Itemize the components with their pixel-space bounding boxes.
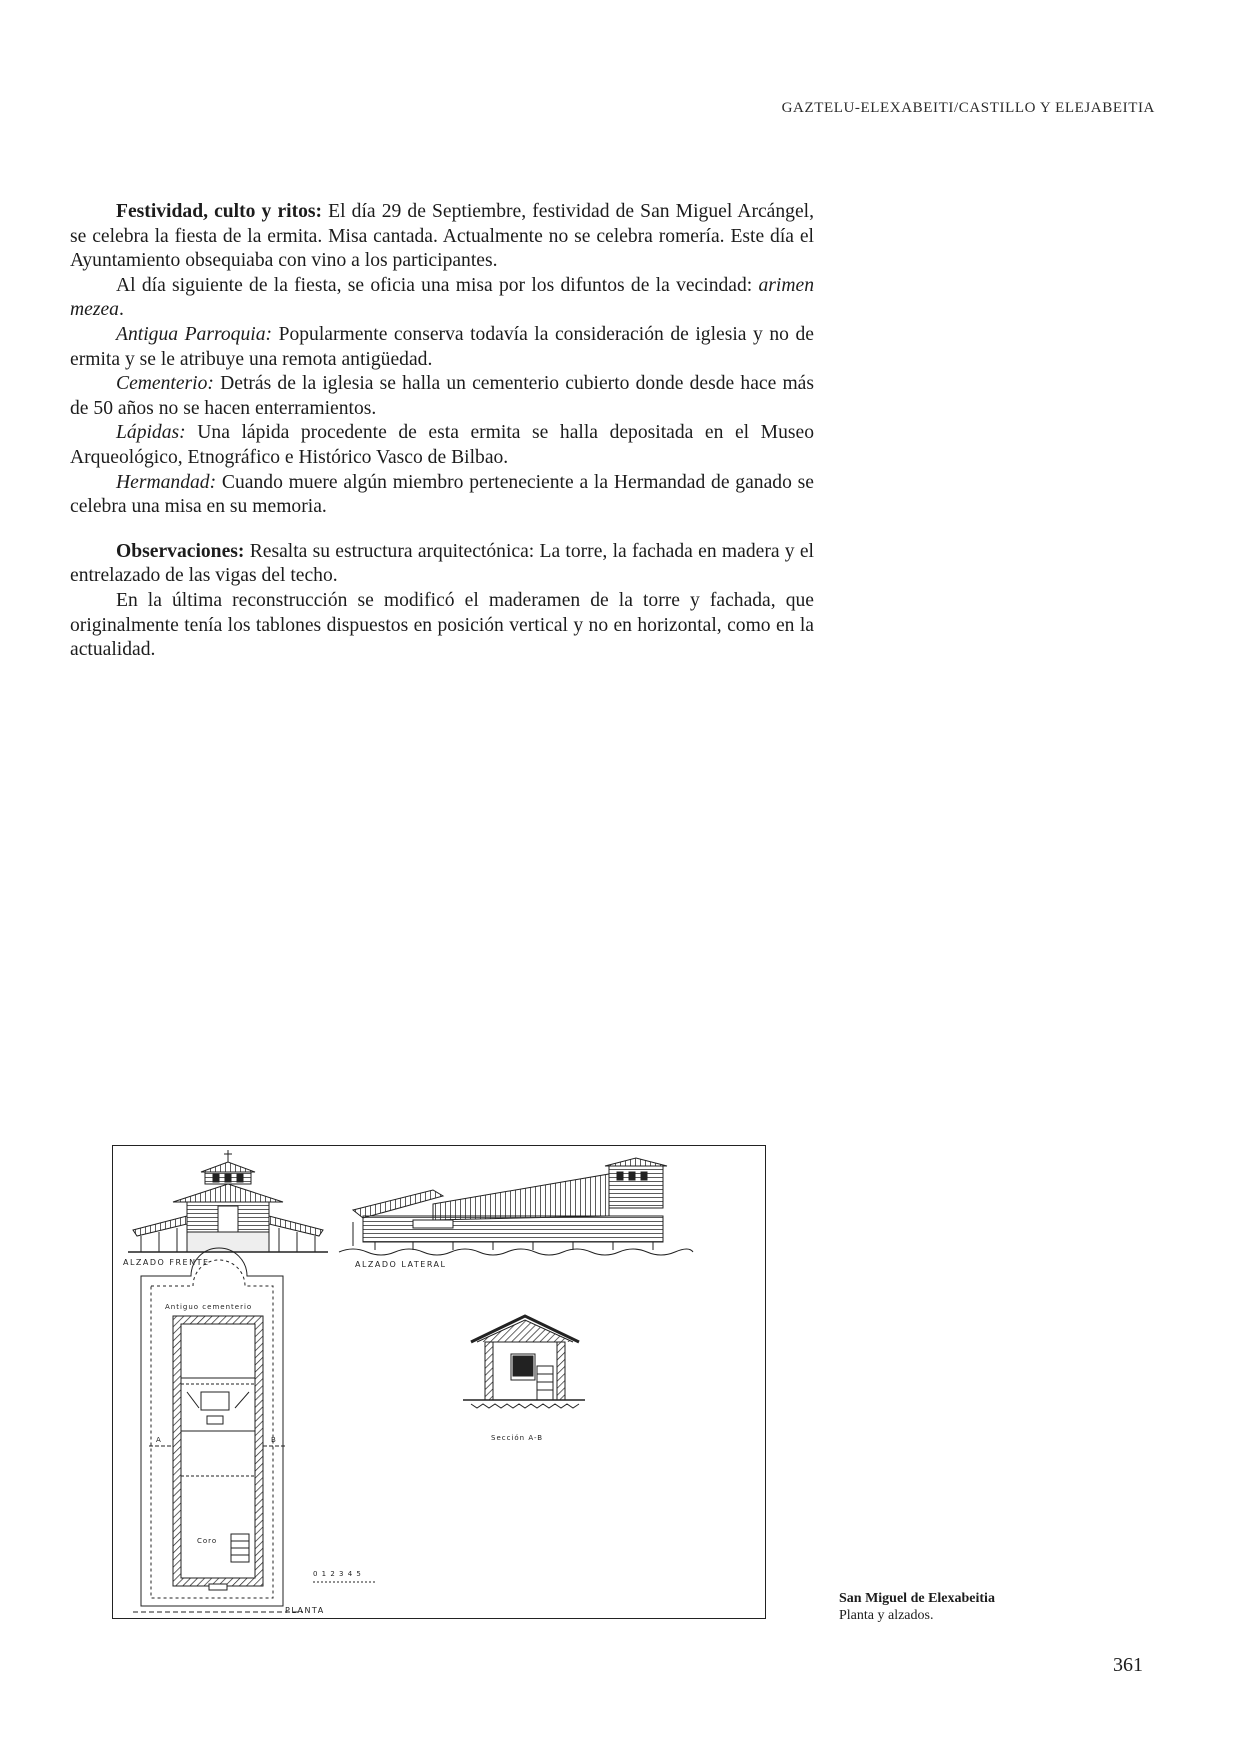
paragraph-text: Al día siguiente de la fiesta, se oficia una misa por los difuntos de la vecindad: [116,274,759,296]
paragraph-text: En la última reconstrucción se modificó el maderamen de la torre y fachada, que originalmente tenía los tablones dispuestos en posición vertical y no en horizontal, como en la actualidad. [70,589,814,661]
label-side-elevation: ALZADO LATERAL [355,1260,447,1269]
paragraph-text: Cuando muere algún miembro perteneciente a la Hermandad de ganado se celebra una misa en su memoria. [70,471,814,518]
paragraph-text: Popularmente conserva todavía la consideración de iglesia y no de ermita y se le atribuye una remota antigüedad. [70,323,814,370]
basque-term: arimen mezea [70,274,814,321]
section-heading-observaciones: Observaciones: [116,540,245,562]
label-scale: 0 1 2 3 4 5 [313,1570,362,1578]
paragraph-difuntos [70,274,814,323]
label-front-elevation: ALZADO FRENTE [123,1258,210,1267]
paragraph-text: Detrás de la iglesia se halla un cementerio cubierto donde desde hace más de 50 años no se hacen enterramientos. [70,373,814,419]
subheading-cementerio: Cementerio: [116,373,214,395]
cross-section [463,1316,585,1442]
subheading-lapidas: Lápidas: [116,422,186,444]
label-plan: PLANTA [285,1606,325,1615]
paragraph-text: Una lápida procedente de esta ermita se halla depositada en el Museo Arqueológico, Etnográfico e Histórico Vasco de Bilbao. [70,422,814,468]
article-body [70,200,814,663]
caption-subtitle: Planta y alzados. [839,1608,934,1623]
paragraph-festividad [70,200,814,274]
paragraph-cementerio [70,372,814,421]
drawing-svg [113,1146,767,1620]
label-choir: Coro [197,1537,218,1545]
paragraph-hermandad [70,471,814,520]
section-heading-festividad: Festividad, culto y ritos: [116,201,323,222]
architectural-drawing [112,1145,766,1619]
page-number: 361 [1113,1654,1143,1676]
running-head: GAZTELU-ELEXABEITI/CASTILLO Y ELEJABEITIA [781,100,1155,116]
caption-title: San Miguel de Elexabeitia [839,1591,995,1606]
front-elevation [123,1150,328,1267]
floor-plan [133,1248,375,1615]
paragraph-end: . [118,299,124,321]
label-section-a: A [156,1436,162,1444]
paragraph-observaciones [70,540,814,589]
paragraph-parroquia [70,323,814,372]
paragraph-lapidas [70,421,814,470]
paragraph-reconstruccion [70,589,814,663]
subheading-parroquia: Antigua Parroquia: [116,323,273,345]
label-section-b: B [271,1436,277,1444]
subheading-hermandad: Hermandad: [116,471,217,493]
label-cemetery: Antiguo cementerio [165,1303,253,1311]
figure-caption [839,1590,995,1624]
label-section: Sección A-B [491,1434,544,1442]
side-elevation [339,1158,693,1269]
paragraph-text: Resalta su estructura arquitectónica: La torre, la fachada en madera y el entrelazado de las vigas del techo. [70,540,814,587]
paragraph-text: El día 29 de Septiembre, festividad de San Miguel Arcángel, se celebra la fiesta de la ermita. Misa cantada. Actualmente no se celebra romería. Este día el Ayuntamiento obsequiaba con vino a los participantes. [70,201,814,272]
